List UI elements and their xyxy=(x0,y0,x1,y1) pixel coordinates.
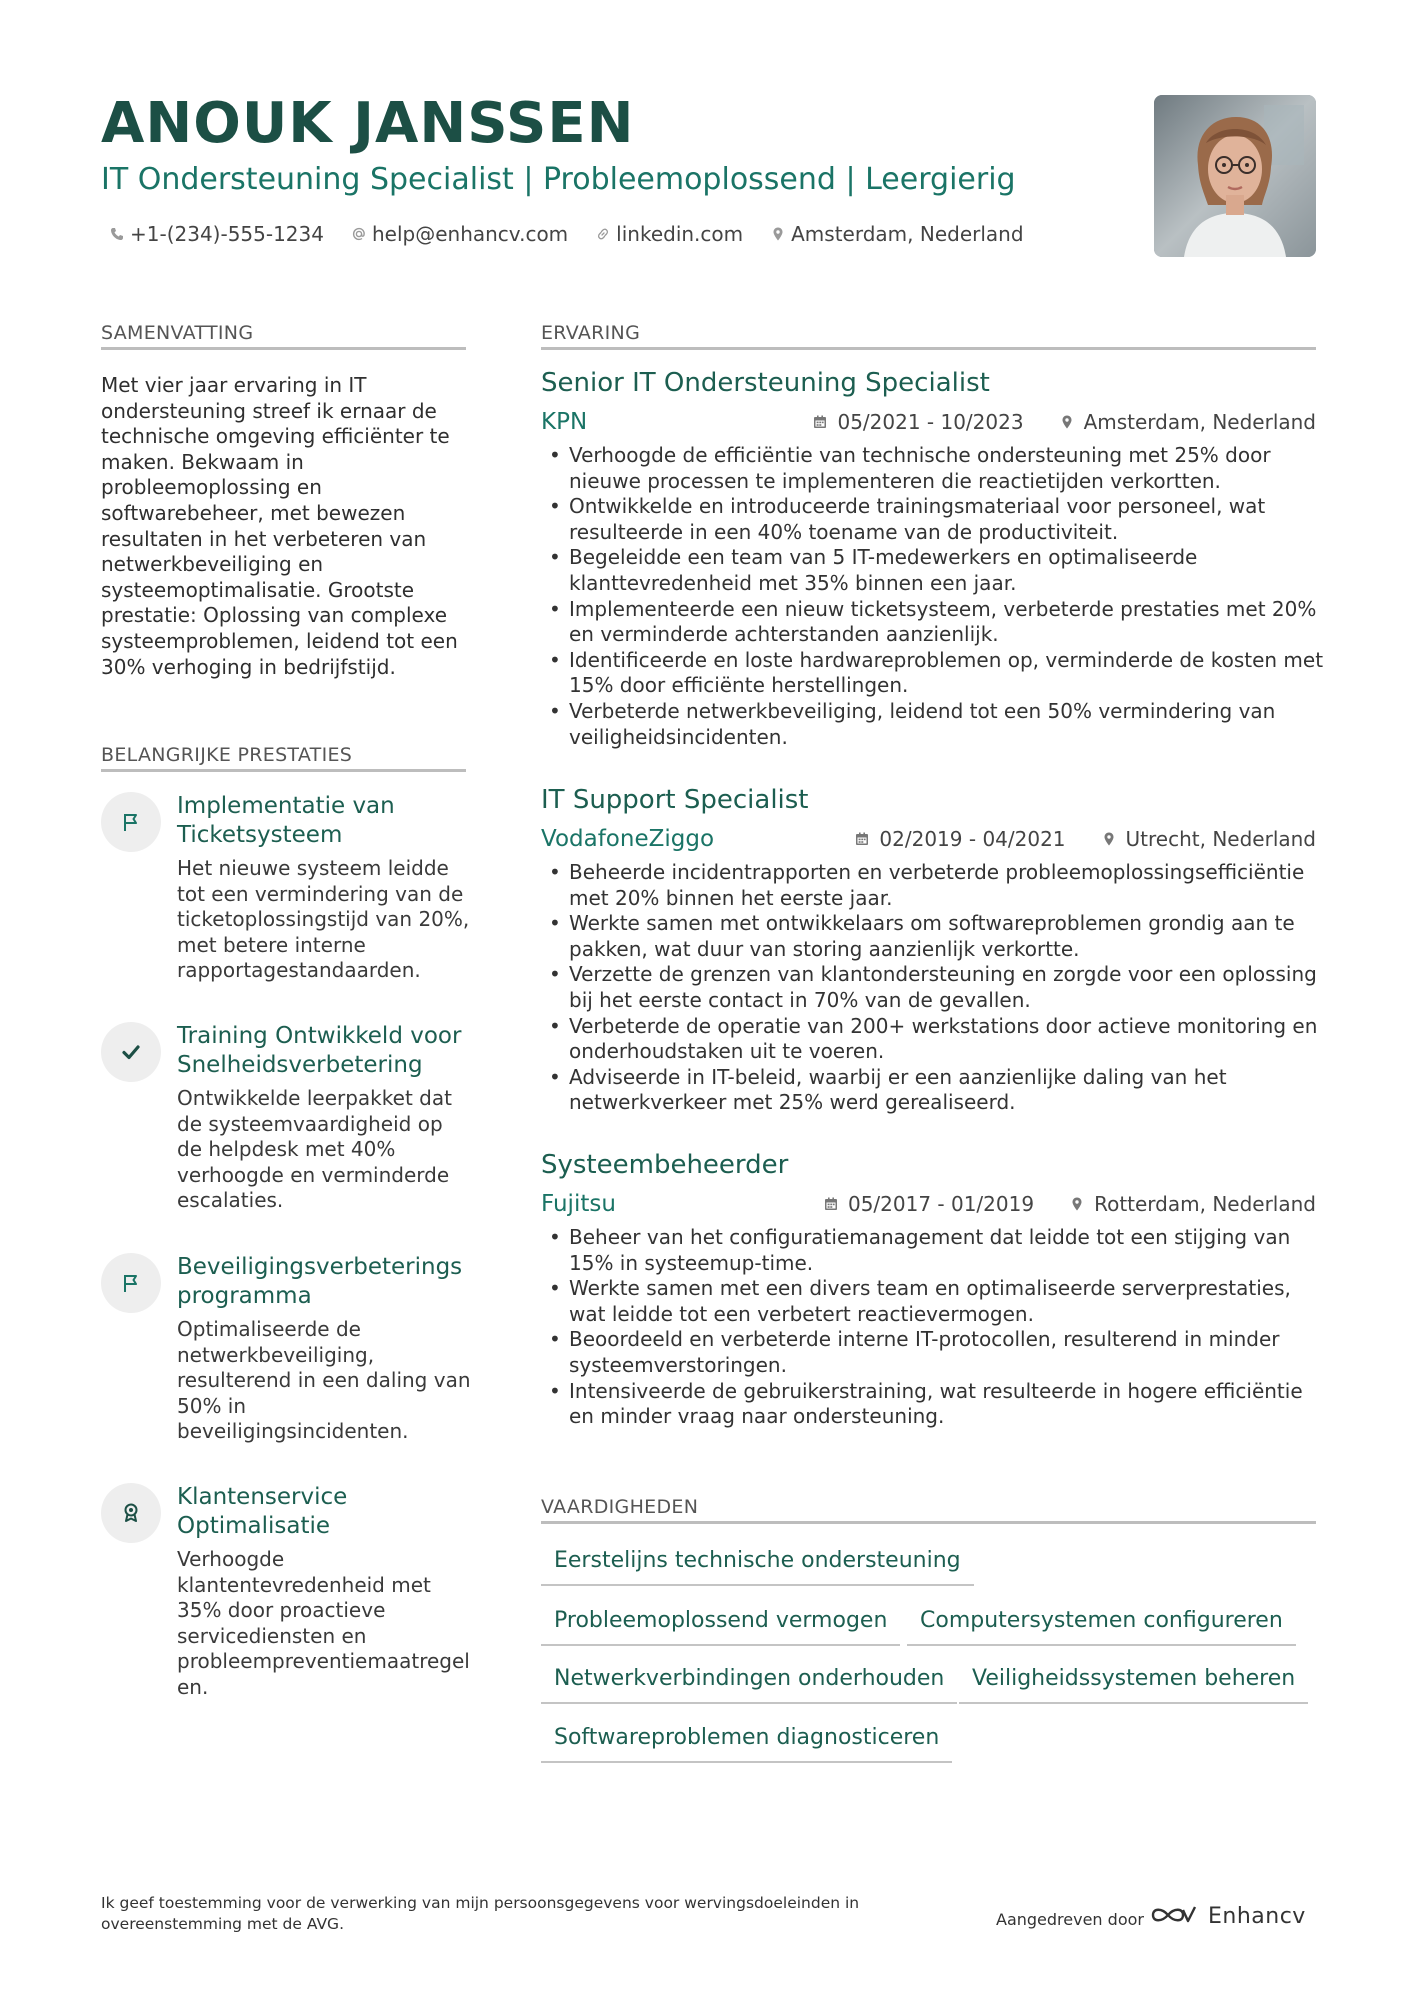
bullet-line: • Implementeerde een nieuw ticketsysteem, verbeterde prestaties met 20% xyxy=(569,596,1317,621)
achievement-title-line: programma xyxy=(177,1283,312,1309)
job-title: IT Support Specialist xyxy=(541,785,809,815)
achievement-desc-line: tot een vermindering van de xyxy=(177,881,464,906)
experience-divider xyxy=(541,347,1316,350)
achievement-title xyxy=(177,1022,477,1080)
bullet-line: onderhoudstaken uit te voeren. xyxy=(569,1039,885,1064)
bullet-line: • Werkte samen met een divers team en optimaliseerde serverprestaties, xyxy=(569,1276,1291,1301)
bullet-line: • Begeleidde een team van 5 IT-medewerkers en optimaliseerde xyxy=(569,545,1198,570)
summary-line: probleemoplossing en xyxy=(101,475,322,500)
job-bullets xyxy=(545,1225,1325,1430)
location-pin-icon xyxy=(1068,1195,1086,1213)
job-meta xyxy=(853,824,1316,854)
achievement-desc-line: resulterend in een daling van xyxy=(177,1368,471,1393)
bullet-line: • Beoordeeld en verbeterde interne IT-protocollen, resulterend in minder xyxy=(569,1327,1280,1352)
list-item xyxy=(545,699,1325,750)
contact-bar xyxy=(108,220,1024,248)
bullet-line: • Verhoogde de efficiëntie van technische ondersteuning met 25% door xyxy=(569,443,1271,467)
job-bullets xyxy=(545,443,1325,750)
bullet-line: • Intensiveerde de gebruikerstraining, wat resulteerde in hogere efficiëntie xyxy=(569,1378,1303,1403)
profile-photo xyxy=(1154,95,1316,257)
calendar-icon xyxy=(811,413,829,431)
job-title: Systeembeheerder xyxy=(541,1150,789,1180)
summary-line: resultaten in het verbeteren van xyxy=(101,526,427,551)
brand-logo[interactable] xyxy=(1150,1902,1306,1932)
achievement-title-line: Beveiligingsverbeterings xyxy=(177,1254,463,1280)
achievement-title-line: Optimalisatie xyxy=(177,1513,331,1539)
summary-line: technische omgeving efficiënter te xyxy=(101,424,450,449)
job-meta xyxy=(811,407,1316,437)
achievement-desc-line: 50% in xyxy=(177,1393,247,1418)
flag-icon xyxy=(101,1253,161,1313)
company-name: KPN xyxy=(541,409,588,435)
contact-linkedin[interactable] xyxy=(594,220,743,248)
summary-line: softwarebeheer, met bewezen xyxy=(101,500,406,525)
achievement-desc-line: de systeemvaardigheid op xyxy=(177,1111,443,1136)
skills-heading: VAARDIGHEDEN xyxy=(541,1496,699,1518)
achievement-desc-line: verhoogde en verminderde xyxy=(177,1162,450,1187)
achievement-title-line: Training Ontwikkeld voor xyxy=(177,1023,462,1049)
skill-tag: Eerstelijns technische ondersteuning xyxy=(541,1546,974,1586)
job-dates: 05/2017 - 01/2019 xyxy=(847,1192,1035,1216)
bullet-line: wat leidde tot een verbetert reactievermogen. xyxy=(569,1301,1034,1326)
bullet-line: 15% in systeemup-time. xyxy=(569,1250,814,1275)
achievement-desc-line: beveiligingsincidenten. xyxy=(177,1419,409,1444)
location-text: Amsterdam, Nederland xyxy=(791,222,1024,246)
achievement-desc-line: en. xyxy=(177,1674,209,1699)
phone-icon xyxy=(108,225,126,243)
bullet-line: met 20% binnen het eerste jaar. xyxy=(569,885,893,910)
summary-line: systeemoptimalisatie. Grootste xyxy=(101,577,415,602)
job-dates: 05/2021 - 10/2023 xyxy=(837,410,1024,434)
list-item xyxy=(545,597,1325,648)
achievement-desc-line: 35% door proactieve xyxy=(177,1598,386,1623)
phone-text: +1-(234)-555-1234 xyxy=(130,222,324,246)
job-dates: 02/2019 - 04/2021 xyxy=(879,827,1066,851)
list-item xyxy=(545,1014,1325,1065)
summary-line: 30% verhoging in bedrijfstijd. xyxy=(101,654,396,679)
bullet-line: netwerkverkeer met 25% werd gerealiseerd. xyxy=(569,1090,1016,1115)
achievement-desc-line: rapportagestandaarden. xyxy=(177,958,421,983)
skill-tag: Probleemoplossend vermogen xyxy=(541,1606,900,1646)
achievement-desc-line: Verhoogde xyxy=(177,1547,285,1571)
summary-line: prestatie: Oplossing van complexe xyxy=(101,603,448,628)
achievement-title xyxy=(177,1253,477,1311)
list-item xyxy=(545,648,1325,699)
list-item xyxy=(545,1327,1325,1378)
consent-line: Ik geef toestemming voor de verwerking van mijn persoonsgegevens voor wervingsdoeleinden in xyxy=(101,1894,860,1912)
job-title: Senior IT Ondersteuning Specialist xyxy=(541,368,990,398)
company-name: VodafoneZiggo xyxy=(541,826,715,852)
job-bullets xyxy=(545,860,1325,1116)
bullet-line: • Verbeterde de operatie van 200+ werkstations door actieve monitoring en xyxy=(569,1013,1318,1038)
summary-text xyxy=(101,373,466,680)
list-item xyxy=(545,1225,1325,1276)
skill-tag: Veiligheidssystemen beheren xyxy=(959,1664,1308,1704)
achievement-desc-line: netwerkbeveiliging, xyxy=(177,1342,375,1367)
bullet-line: • Adviseerde in IT-beleid, waarbij er een aanzienlijke daling van het xyxy=(569,1064,1227,1089)
link-icon xyxy=(594,225,612,243)
powered-by-label: Aangedreven door xyxy=(996,1910,1144,1929)
calendar-icon xyxy=(853,830,871,848)
location-pin-icon xyxy=(769,225,787,243)
bullet-line: • Identificeerde en loste hardwareproblemen op, verminderde de kosten met xyxy=(569,647,1324,672)
achievement-desc-line: klantentevredenheid met xyxy=(177,1572,431,1597)
skill-tag: Computersystemen configureren xyxy=(907,1606,1296,1646)
achievement-desc-line: ticketoplossingstijd van 20%, xyxy=(177,907,470,932)
location-pin-icon xyxy=(1058,413,1076,431)
list-item xyxy=(545,545,1325,596)
list-item xyxy=(545,1276,1325,1327)
list-item xyxy=(545,860,1325,911)
list-item xyxy=(545,494,1325,545)
bullet-line: pakken, wat duur van storing aanzienlijk verkortte. xyxy=(569,936,1080,961)
email-text: help@enhancv.com xyxy=(371,222,569,246)
list-item xyxy=(545,1379,1325,1430)
achievements-heading: BELANGRIJKE PRESTATIES xyxy=(101,744,353,766)
summary-divider xyxy=(101,347,466,350)
candidate-name: ANOUK JANSSEN xyxy=(101,91,635,156)
summary-line: ondersteuning streef ik ernaar de xyxy=(101,398,437,423)
check-icon xyxy=(101,1022,161,1082)
achievement-desc-line: de helpdesk met 40% xyxy=(177,1137,396,1162)
consent-line: overeenstemming met de AVG. xyxy=(101,1915,344,1933)
contact-location xyxy=(769,220,1023,248)
achievement-desc-line: servicediensten en xyxy=(177,1623,367,1648)
achievement-title xyxy=(177,1483,477,1541)
bullet-line: • Beheer van het configuratiemanagement dat leidde tot een stijging van xyxy=(569,1225,1291,1249)
bullet-line: • Verzette de grenzen van klantondersteuning en zorgde voor een oplossing xyxy=(569,962,1317,987)
bullet-line: • Werkte samen met ontwikkelaars om softwareproblemen grondig aan te xyxy=(569,911,1295,936)
location-pin-icon xyxy=(1100,830,1118,848)
achievement-desc xyxy=(177,1547,477,1701)
achievement-desc xyxy=(177,856,477,984)
achievements-divider xyxy=(101,769,466,772)
job-location: Rotterdam, Nederland xyxy=(1094,1192,1316,1216)
summary-line: systeemproblemen, leidend tot een xyxy=(101,628,458,653)
flag-icon xyxy=(101,792,161,852)
achievement-desc xyxy=(177,1086,477,1214)
achievement-title xyxy=(177,792,477,850)
calendar-icon xyxy=(822,1195,840,1213)
summary-line: netwerkbeveiliging en xyxy=(101,552,324,577)
achievement-title-line: Implementatie van xyxy=(177,793,395,819)
job-location: Amsterdam, Nederland xyxy=(1083,410,1316,434)
bullet-line: • Verbeterde netwerkbeveiliging, leidend tot een 50% vermindering van xyxy=(569,698,1276,723)
achievement-desc-line: Optimaliseerde de xyxy=(177,1317,361,1341)
at-icon xyxy=(350,225,368,243)
achievement-desc-line: escalaties. xyxy=(177,1188,284,1213)
achievement-desc-line: Ontwikkelde leerpakket dat xyxy=(177,1086,452,1110)
bullet-line: resulteerde in een 40% toename van de productiviteit. xyxy=(569,519,1119,544)
achievement-desc-line: met betere interne xyxy=(177,932,366,957)
award-icon xyxy=(101,1483,161,1543)
list-item xyxy=(545,443,1325,494)
achievement-desc-line: probleempreventiemaatregel xyxy=(177,1649,470,1674)
skill-tag: Softwareproblemen diagnosticeren xyxy=(541,1723,952,1763)
summary-heading: SAMENVATTING xyxy=(101,322,254,344)
bullet-line: • Beheerde incidentrapporten en verbeterde probleemoplossingsefficiëntie xyxy=(569,860,1305,884)
contact-email[interactable] xyxy=(350,220,568,248)
bullet-line: • Ontwikkelde en introduceerde trainingsmateriaal voor personeel, wat xyxy=(569,494,1266,519)
summary-line: maken. Bekwaam in xyxy=(101,449,304,474)
gdpr-consent xyxy=(101,1893,881,1935)
skills-divider xyxy=(541,1521,1316,1524)
bullet-line: 15% door efficiënte herstellingen. xyxy=(569,673,909,698)
bullet-line: en verminderde achterstanden aanzienlijk. xyxy=(569,622,999,647)
achievement-title-line: Snelheidsverbetering xyxy=(177,1052,423,1078)
list-item xyxy=(545,1065,1325,1116)
bullet-line: en minder vraag naar ondersteuning. xyxy=(569,1404,945,1429)
bullet-line: systeemverstoringen. xyxy=(569,1352,787,1377)
headline: IT Ondersteuning Specialist | Probleemoplossend | Leergierig xyxy=(101,162,1016,197)
experience-heading: ERVARING xyxy=(541,322,641,344)
contact-phone[interactable] xyxy=(108,220,324,248)
list-item xyxy=(545,962,1325,1013)
bullet-line: nieuwe processen te implementeren die reactietijden verkortten. xyxy=(569,468,1221,493)
summary-line: Met vier jaar ervaring in IT xyxy=(101,373,367,397)
list-item xyxy=(545,911,1325,962)
linkedin-text: linkedin.com xyxy=(616,222,744,246)
job-location: Utrecht, Nederland xyxy=(1125,827,1316,851)
bullet-line: klanttevredenheid met 35% binnen een jaar. xyxy=(569,570,1017,595)
company-name: Fujitsu xyxy=(541,1191,616,1217)
enhancv-logo-icon xyxy=(1150,1902,1198,1932)
bullet-line: bij het eerste contact in 70% van de gevallen. xyxy=(569,987,1031,1012)
bullet-line: veiligheidsincidenten. xyxy=(569,724,788,749)
brand-name: Enhancv xyxy=(1208,1904,1306,1929)
achievement-title-line: Ticketsysteem xyxy=(177,822,343,848)
achievement-desc xyxy=(177,1317,477,1445)
job-meta xyxy=(822,1189,1316,1219)
achievement-title-line: Klantenservice xyxy=(177,1484,348,1510)
achievement-desc-line: Het nieuwe systeem leidde xyxy=(177,856,449,880)
skill-tag: Netwerkverbindingen onderhouden xyxy=(541,1664,957,1704)
